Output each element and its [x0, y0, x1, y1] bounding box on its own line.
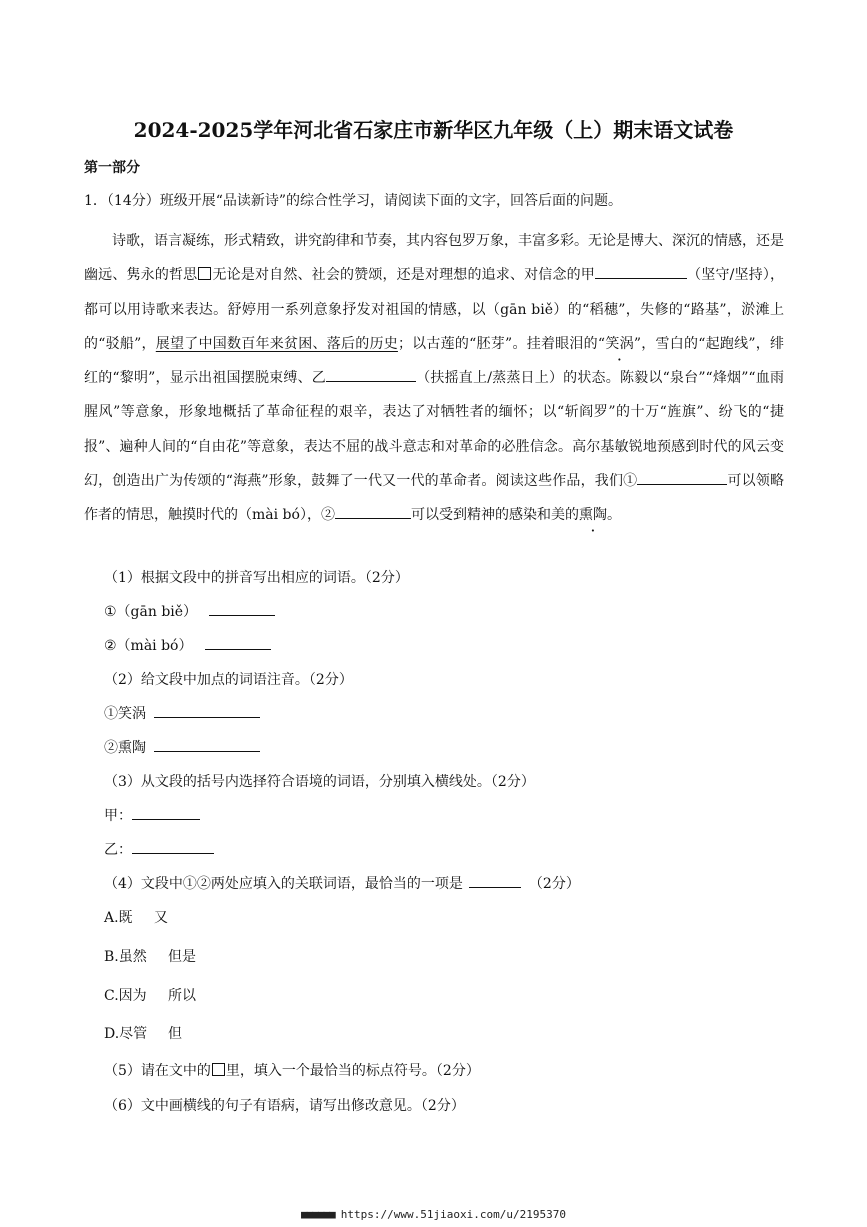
passage-text: 诗歌，语言凝练，形式精致，讲究韵律和节奏，其内容包罗万象，丰富多彩。无论是博大、深沉的情感，还是幽远、隽永的哲思: [84, 233, 784, 284]
answer-blank[interactable]: [154, 703, 260, 718]
answer-blank[interactable]: [209, 601, 275, 616]
sub-question-4: [104, 873, 580, 893]
option-word: 但: [168, 1026, 182, 1042]
passage-text: 。: [606, 507, 621, 524]
blank-1: [637, 470, 727, 485]
answer-label: ②熏陶: [104, 740, 146, 756]
answer-blank[interactable]: [205, 635, 271, 650]
answer-line-xuntao: [104, 737, 260, 757]
passage-text: ；以古莲的“胚芽”。挂着眼泪的“: [397, 335, 606, 352]
answer-blank[interactable]: [132, 839, 214, 854]
blank-yi: [326, 367, 416, 382]
dotted-word-xiaowo: 笑涡: [605, 335, 634, 352]
answer-blank[interactable]: [469, 873, 521, 888]
question-text: （5）请在文中的: [104, 1063, 211, 1079]
sub-question-3: （3）从文段的括号内选择符合语境的词语，分别填入横线处。（2分）: [104, 774, 535, 790]
answer-line-yi: [104, 839, 214, 859]
option-c[interactable]: [104, 985, 196, 1005]
answer-line-maibo: [104, 635, 271, 655]
passage-text: ”，雪白的“起跑线”，绯红的“黎明”，显示出祖国摆脱束缚、乙: [84, 335, 784, 387]
answer-label: ①（gān biě）: [104, 604, 198, 620]
section-heading: 第一部分: [84, 160, 140, 176]
option-word: 所以: [168, 988, 196, 1004]
answer-label: 乙：: [104, 842, 132, 858]
exam-title: 2024-2025学年河北省石家庄市新华区九年级（上）期末语文试卷: [133, 118, 734, 142]
option-a[interactable]: [104, 907, 168, 927]
reading-passage: [84, 224, 784, 533]
question-text: （4）文段中①②两处应填入的关联词语，最恰当的一项是: [104, 876, 463, 892]
option-letter: B.虽然: [104, 949, 147, 965]
passage-text: （坚守/坚持），都可以用诗歌来表达。舒婷用一系列意象抒发对祖国的情感，以（gān biě）的“稻穗”，失修的“路基”，淤滩上的“驳船”，: [84, 267, 785, 352]
page-footer: [0, 1208, 867, 1221]
answer-line-xiaowo: [104, 703, 260, 723]
answer-label: 甲：: [104, 808, 132, 824]
answer-line-ganbie: [104, 601, 275, 621]
option-letter: D.尽管: [104, 1026, 148, 1042]
answer-label: ①笑涡: [104, 706, 146, 722]
sub-question-6: （6）文中画横线的句子有语病，请写出修改意见。（2分）: [104, 1098, 465, 1114]
sub-question-2: （2）给文段中加点的词语注音。（2分）: [104, 672, 353, 688]
option-letter: A.既: [104, 910, 133, 926]
option-word: 但是: [168, 949, 196, 965]
answer-blank[interactable]: [154, 737, 260, 752]
question-1-stem: 1．（14分）班级开展“品读新诗”的综合性学习，请阅读下面的文字，回答后面的问题。: [84, 193, 623, 209]
answer-blank[interactable]: [132, 805, 200, 820]
question-score: （2分）: [528, 876, 580, 892]
watermark-mark: ■■■■■■: [301, 1208, 335, 1221]
option-d[interactable]: [104, 1023, 182, 1043]
passage-text: 可以领略作者的情思，触摸时代的（mài bó），②: [84, 473, 785, 524]
punctuation-box: [198, 267, 211, 280]
underlined-sentence: 展望了中国数百年来贫困、落后的历史: [155, 335, 398, 352]
option-letter: C.因为: [104, 988, 147, 1004]
footer-url-link[interactable]: https://www.51jiaoxi.com/u/2195370: [340, 1208, 566, 1221]
passage-text: （扶摇直上/蒸蒸日上）的状态。陈毅以“泉台”“烽烟”“血雨腥风”等意象，形象地概括了革命征程的艰辛，表达了对牺牲者的缅怀；以“斩阎罗”的十万“旌旗”、纷飞的“捷报”、遍种人间的“自由花”等意象，表达不屈的战斗意志和对革命的必胜信念。高尔基敏锐地预感到时代的风云变幻，创造出广为传颂的“海燕”形象，鼓舞了一代又一代的革命者。阅读这些作品，我们①: [84, 370, 784, 490]
punctuation-box: [212, 1063, 225, 1076]
dotted-word-xuntao: 熏陶: [578, 507, 607, 524]
question-text: 里，填入一个最恰当的标点符号。（2分）: [225, 1063, 480, 1079]
sub-question-1: （1）根据文段中的拼音写出相应的词语。（2分）: [104, 570, 409, 586]
option-word: 又: [154, 910, 168, 926]
option-b[interactable]: [104, 946, 196, 966]
blank-2: [335, 504, 411, 519]
answer-label: ②（mài bó）: [104, 638, 193, 654]
blank-jia: [595, 264, 687, 279]
passage-text: 无论是对自然、社会的赞颂，还是对理想的追求、对信念的甲: [212, 267, 595, 284]
answer-line-jia: [104, 805, 200, 825]
passage-text: 可以受到精神的感染和美的: [410, 507, 579, 524]
sub-question-5: [104, 1060, 480, 1080]
